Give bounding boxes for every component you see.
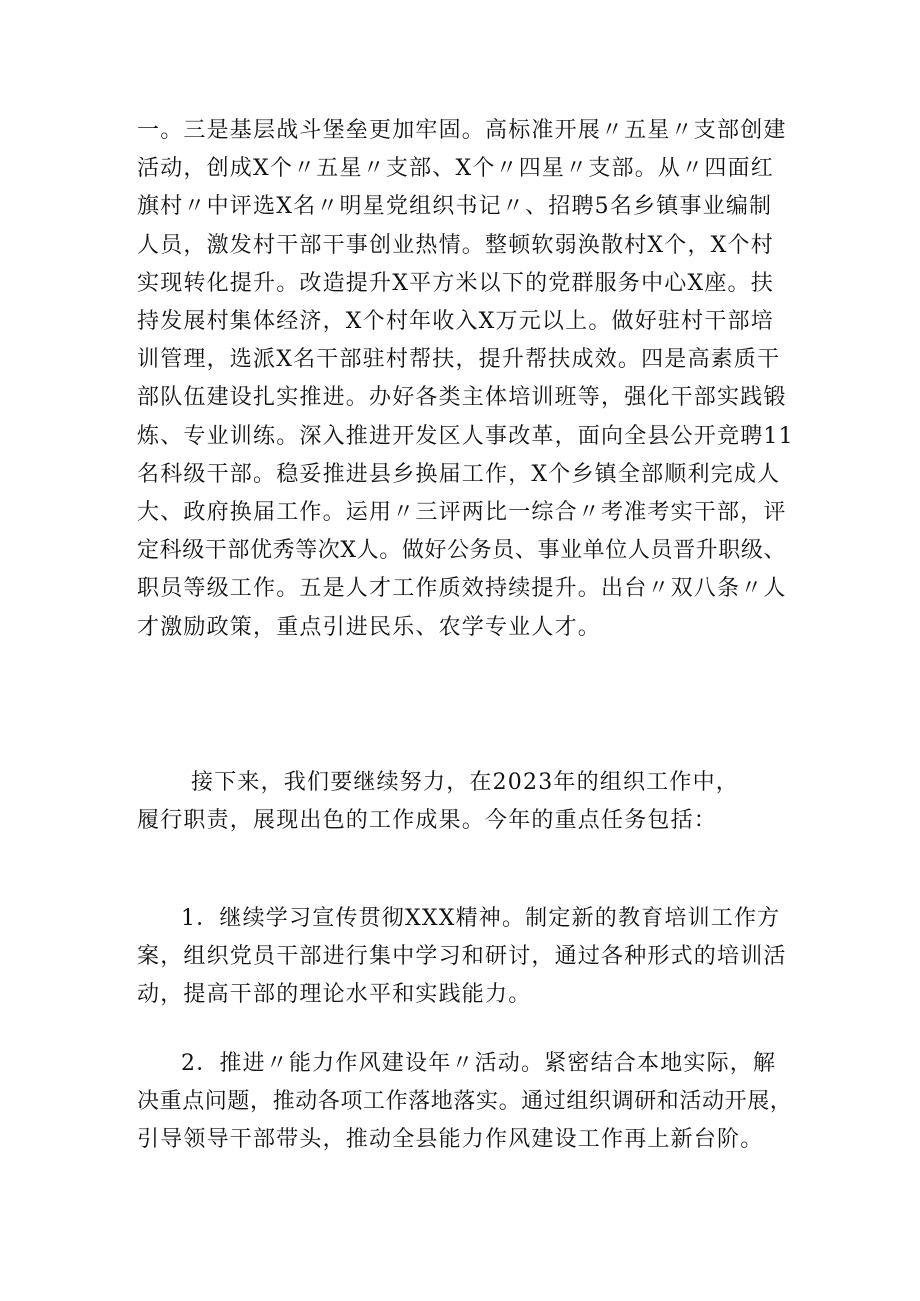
text-line: 定科级干部优秀等次X人。做好公务员、事业单位人员晋升职级、 [137,538,787,564]
text-line: 部队伍建设扎实推进。办好各类主体培训班等，强化干部实践锻 [137,385,787,411]
paragraph-grassroots-and-talent [137,112,797,647]
text-line: 案，组织党员干部进行集中学习和研讨，通过各种形式的培训活 [137,944,787,970]
text-line: 旗村〃中评选X名〃明星党组织书记〃、招聘5名乡镇事业编制 [137,194,773,220]
text-line: 人员，激发村干部干事创业热情。整顿软弱涣散村X个，X个村 [137,232,774,258]
text-line: 动，提高干部的理论水平和实践能力。 [137,982,532,1008]
text-line: 2．推进〃能力作风建设年〃活动。紧密结合本地实际，解 [181,1051,777,1076]
text-line: 训管理，选派X名干部驻村帮扶，提升帮扶成效。四是高素质干 [137,347,781,373]
text-line: 炼、专业训练。深入推进开发区人事改革，面向全县公开竞聘11 [137,423,794,449]
text-line: 大、政府换届工作。运用〃三评两比一综合〃考准考实干部，评 [137,500,787,526]
text-line: 1．继续学习宣传贯彻XXX精神。制定新的教育培训工作方 [181,906,781,931]
text-line: 职员等级工作。五是人才工作质效持续提升。出台〃双八条〃人 [137,576,787,602]
text-line: 履行职责，展现出色的工作成果。今年的重点任务包括： [137,808,718,834]
paragraph-task-1 [137,900,797,1015]
paragraph-next-steps [137,764,797,840]
paragraph-task-2 [137,1045,797,1160]
text-line: 接下来，我们要继续努力，在2023年的组织工作中， [191,770,739,795]
text-line: 活动，创成X个〃五星〃支部、X个〃四星〃支部。从〃四面红 [137,156,774,182]
text-line: 一。三是基层战斗堡垒更加牢固。高标准开展〃五星〃支部创建 [137,118,787,143]
text-line: 实现转化提升。改造提升X平方米以下的党群服务中心X座。扶 [137,270,774,296]
text-line: 名科级干部。稳妥推进县乡换届工作，X个乡镇全部顺利完成人 [137,461,781,487]
text-line: 决重点问题，推动各项工作落地落实。通过组织调研和活动开展， [137,1089,793,1115]
text-line: 持发展村集体经济，X个村年收入X万元以上。做好驻村干部培 [137,309,774,335]
text-line: 引导领导干部带头，推动全县能力作风建设工作再上新台阶。 [137,1127,764,1153]
text-line: 才激励政策，重点引进民乐、农学专业人才。 [137,614,602,640]
